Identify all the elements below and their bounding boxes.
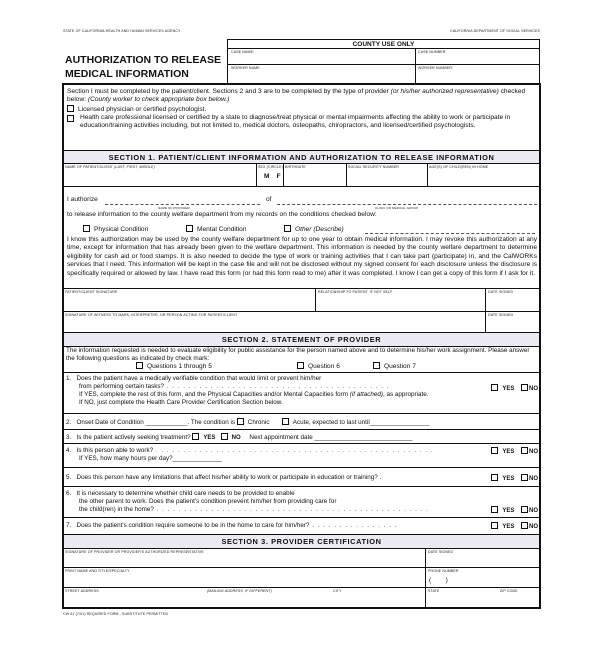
condition-physical[interactable]: Physical Condition xyxy=(83,225,148,234)
provider-type-health-professional[interactable]: Health care professional licensed or certified by a state to diagnose/treat physical or mental impairments affecting the ability to work or participate in education/training activities including, but not limited to, medical doctors, osteopaths, chiropractors, and licensed/certified psychologists. xyxy=(67,114,537,131)
patient-name-field[interactable]: NAME OF PATIENT/CLIENT (LAST, FIRST, MIDDLE) xyxy=(65,165,155,169)
print-name-field[interactable]: PRINT NAME AND TITLE/SPECIALTY xyxy=(65,569,130,573)
phone-field[interactable]: PHONE NUMBER xyxy=(428,569,459,573)
section3-heading: SECTION 3. PROVIDER CERTIFICATION xyxy=(64,535,539,548)
q1-answer[interactable]: YES NO xyxy=(491,384,538,392)
page-title: AUTHORIZATION TO RELEASE MEDICAL INFORMATION xyxy=(65,54,221,80)
birthdate-field[interactable]: BIRTHDATE xyxy=(285,165,306,169)
clinic-input[interactable] xyxy=(277,204,537,205)
condition-mental[interactable]: Mental Condition xyxy=(186,225,246,234)
question-4: 4. Is this person able to work? . . . . . . . . . . . . . . . . . . . . . . . . . . . . . . . . . . . . . . . . . . . . . . . . . . . If YES, how many hours per day?______________ xyxy=(66,447,434,462)
consent-text: I know this authorization may be used by the county welfare department for up to one year to obtain medical information. I may revoke this authorization at any time, except for information that has already been given to the welfare department. This information is needed by the county welfare department to determine eligibility for cash aid or food stamps. It is also needed to decide the type of work or training activities that I can take part (participate) in, and the CalWORKs services that I need. This information will be kept in the case file and will not be disclosed without my signed consent for each disclosure unless the disclosure is specifically required or allowed by law. I have read this form (or had this form read to me) after it was completed. I know I can get a copy of this form if I ask for it. xyxy=(67,236,537,277)
release-text: to release information to the county welfare department from my records on the conditions checked below: xyxy=(67,211,377,218)
department-label: CALIFORNIA DEPARTMENT OF SOCIAL SERVICES xyxy=(450,29,540,33)
checkbox[interactable] xyxy=(67,105,74,112)
provider-date-field[interactable]: DATE SIGNED xyxy=(428,550,454,554)
provider-signature-field[interactable]: SIGNATURE OF PROVIDER OR PROVIDER'S AUTHORIZED REPRESENTATIVE xyxy=(65,550,204,554)
section1-heading: SECTION 1. PATIENT/CLIENT INFORMATION AND AUTHORIZATION TO RELEASE INFORMATION xyxy=(64,151,539,164)
provider-name-input[interactable] xyxy=(105,204,260,205)
children-ages-field[interactable]: AGE(S) OF CHILD(REN) IN HOME xyxy=(429,165,489,169)
acute-checkbox[interactable] xyxy=(282,418,289,425)
other-describe-input[interactable] xyxy=(365,233,535,234)
zip-field[interactable]: ZIP CODE xyxy=(500,589,518,593)
relationship-field[interactable]: RELATIONSHIP TO PATIENT, IF NOT SELF xyxy=(318,290,393,294)
worker-name-field[interactable]: WORKER NAME: xyxy=(231,66,261,70)
mailing-address-label: (MAILING ADDRESS, IF DIFFERENT) xyxy=(207,589,272,593)
condition-other[interactable]: Other (Describe) xyxy=(284,225,344,234)
checkbox[interactable] xyxy=(67,115,74,122)
q6-answer[interactable]: YES NO xyxy=(491,506,538,514)
question-1: 1. Does the patient have a medically verifiable condition that would limit or prevent him/her from performing certain tasks? . . . . . . . . . . . . . . . . . . . . . . . . . . . . . . . . . . . . . . . . . If YES, complete the rest of this form, and the Physical Capacities and/or Mental Capacities form (if attached), as appropriate. If NO, just complete the Health Care Provider Certification Section below. xyxy=(66,375,429,406)
chronic-checkbox[interactable] xyxy=(237,418,244,425)
option-question-6[interactable]: Question 6 xyxy=(297,362,340,371)
phone-area-code[interactable]: ( ) xyxy=(429,577,448,584)
city-field[interactable]: CITY xyxy=(333,589,342,593)
date-signed-field[interactable]: DATE SIGNED xyxy=(488,290,514,294)
case-name-field[interactable]: CASE NAME: xyxy=(231,50,255,54)
witness-date-field[interactable]: DATE SIGNED xyxy=(488,313,514,317)
of-label: of xyxy=(266,196,272,203)
patient-signature-field[interactable]: PATIENT/CLIENT SIGNATURE xyxy=(65,290,118,294)
case-number-field[interactable]: CASE NUMBER: xyxy=(418,50,447,54)
provider-caption: NAME OF PROVIDER xyxy=(158,206,190,210)
q4-answer[interactable]: YES NO xyxy=(491,447,538,455)
option-question-7[interactable]: Question 7 xyxy=(373,362,416,371)
question-5: 5. Does this person have any limitations that affect his/her ability to work or participate in education or training? . xyxy=(66,474,382,481)
q5-answer[interactable]: YES NO xyxy=(491,474,538,482)
question-3: 3. Is the patient actively seeking treatment? YES NO Next appointment date ____________________________ xyxy=(66,434,413,441)
clinic-caption: CLINIC OR MEDICAL GROUP xyxy=(375,206,419,210)
ssn-field[interactable]: SOCIAL SECURITY NUMBER xyxy=(348,165,399,169)
sex-options[interactable]: M F xyxy=(264,173,281,180)
provider-type-physician[interactable]: Licensed physician or certified psychologist. xyxy=(67,105,206,114)
option-questions-1-5[interactable]: Questions 1 through 5 xyxy=(136,362,212,371)
worker-number-field[interactable]: WORKER NUMBER: xyxy=(418,66,454,70)
agency-label: STATE OF CALIFORNIA-HEALTH AND HUMAN SERVICES AGENCY xyxy=(63,29,181,33)
state-field[interactable]: STATE xyxy=(428,589,440,593)
question-2: 2. Onset Date of Condition ____________. The condition is Chronic Acute, expected to last until_________________ xyxy=(66,419,430,426)
county-use-box xyxy=(227,39,540,84)
question-6: 6. It is necessary to determine whether child care needs to be provided to enable the other parent to work. Does the patient's condition prevent him/her from providing care for the child(ren) in the home? . . . . . . . . . . . . . . . . . . . . . . . . . . . . . . . . . . . . . . . . . . . . . . . . . . xyxy=(66,490,429,513)
witness-signature-field[interactable]: SIGNATURE OF WITNESS TO MARK, INTERPRETER, OR PERSON ACTING FOR PATIENT/CLIENT xyxy=(65,313,238,317)
street-address-field[interactable]: STREET ADDRESS xyxy=(65,589,99,593)
intro-text: Section I must be completed by the patient/client. Sections 2 and 3 are to be completed by the type of provider (or his/her authorized representative) checked below: (County worker to check appropriate box below.) xyxy=(67,88,526,104)
q7-answer[interactable]: YES NO xyxy=(491,522,538,530)
sex-label: SEX (CIRCLE) xyxy=(258,165,283,169)
county-heading: COUNTY USE ONLY xyxy=(228,40,539,49)
form-footer: CW 61 (7/01) REQUIRED FORM - SUBSTITUTE PERMITTED xyxy=(63,612,169,616)
question-7: 7. Does the patient's condition require someone to be in the home to care for him/her? . . . . . . . . . . . . . . . . xyxy=(66,522,398,529)
section2-intro: The information requested is needed to evaluate eligibility for public assistance for the person named above and to determine his/her work assignment. Please answer the following questions as indicated by check mark: xyxy=(66,347,530,362)
section2-heading: SECTION 2. STATEMENT OF PROVIDER xyxy=(64,333,539,346)
authorize-label: I authorize xyxy=(67,196,98,203)
